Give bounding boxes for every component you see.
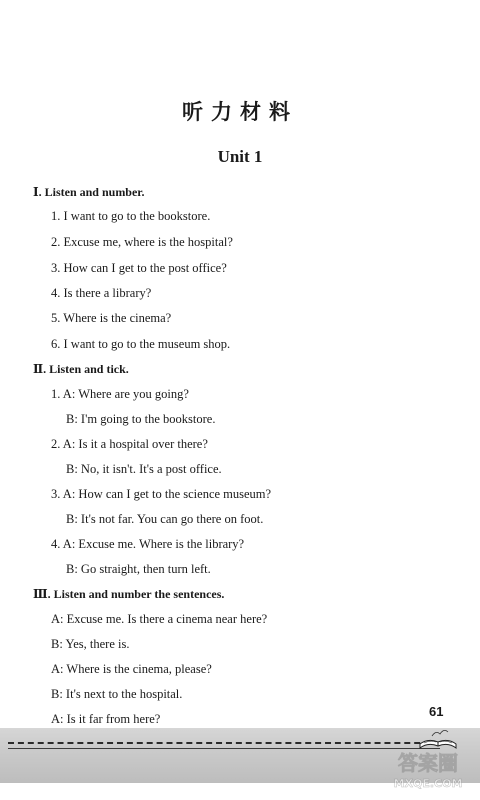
list-item: 3. A: How can I get to the science museum?	[51, 487, 272, 501]
section-heading-3: Ⅲ. Listen and number the sentences.	[33, 587, 225, 601]
list-item: 6. I want to go to the museum shop.	[51, 337, 231, 351]
section-heading-2: Ⅱ. Listen and tick.	[33, 362, 129, 376]
list-item: B: It's next to the hospital.	[51, 687, 183, 701]
list-item: A: Where is the cinema, please?	[51, 662, 212, 676]
list-item: A: Excuse me. Is there a cinema near here?	[51, 612, 268, 626]
svg-text:答案圈: 答案圈	[398, 751, 458, 775]
unit-title: Unit 1	[217, 147, 263, 166]
list-item: 1. A: Where are you going?	[51, 387, 189, 401]
svg-text:MXQE.COM: MXQE.COM	[393, 777, 463, 790]
footer-rule	[8, 748, 440, 749]
list-item: 2. A: Is it a hospital over there?	[51, 437, 208, 451]
list-item: B: I'm going to the bookstore.	[66, 412, 216, 426]
watermark-logo	[378, 748, 478, 793]
list-item: 3. How can I get to the post office?	[51, 261, 227, 275]
list-item: 5. Where is the cinema?	[51, 311, 172, 325]
list-item: 4. Is there a library?	[51, 286, 152, 300]
list-item: B: It's not far. You can go there on foot.	[66, 512, 264, 526]
list-item: B: No, it isn't. It's a post office.	[66, 462, 222, 476]
list-item: 1. I want to go to the bookstore.	[51, 209, 211, 223]
page-title: 听力材料	[182, 100, 298, 124]
list-item: B: Yes, there is.	[51, 637, 130, 651]
list-item: A: Is it far from here?	[51, 712, 161, 726]
section-heading-1: Ⅰ. Listen and number.	[33, 185, 145, 199]
list-item: 4. A: Excuse me. Where is the library?	[51, 537, 245, 551]
page-number: 61	[429, 704, 444, 719]
footer-dashed-rule	[8, 742, 440, 744]
list-item: 2. Excuse me, where is the hospital?	[51, 235, 233, 249]
list-item: B: Go straight, then turn left.	[66, 562, 211, 576]
